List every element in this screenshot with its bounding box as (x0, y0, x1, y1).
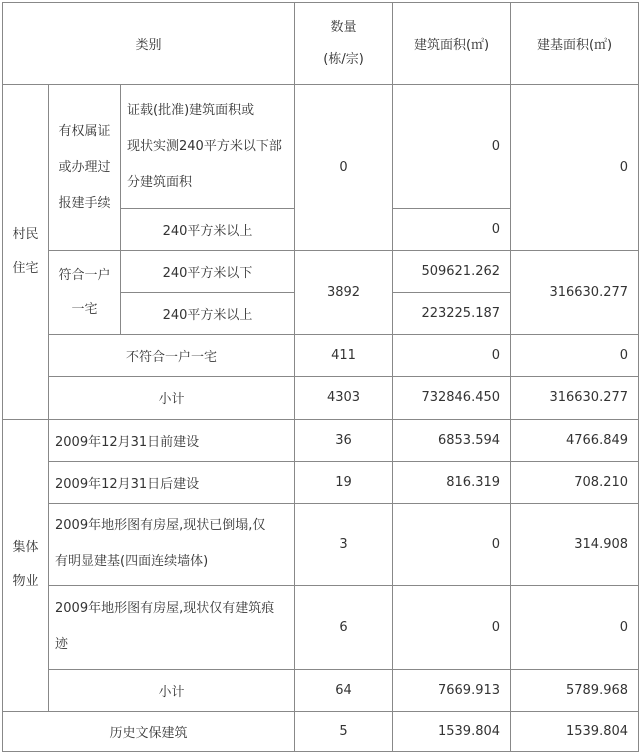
desc-line: 迹 (55, 637, 69, 653)
heritage-count: 5 (295, 711, 393, 751)
header-row (3, 3, 639, 85)
villager-subtotal-count: 4303 (295, 377, 393, 419)
certified-label-line: 报建手续 (58, 195, 111, 211)
certified-base-area: 0 (511, 85, 639, 251)
collective-desc-4 (49, 585, 295, 669)
collective-count-4: 6 (295, 585, 393, 669)
villager-label-line2: 住宅 (12, 260, 39, 276)
collective-label-line1: 集体 (12, 540, 39, 556)
collective-building-area-3: 0 (393, 503, 511, 585)
collective-subtotal-count: 64 (295, 669, 393, 711)
collective-subtotal-base-area: 5789.968 (511, 669, 639, 711)
non-conforming-count: 411 (295, 335, 393, 377)
desc-line: 现状实测240平方米以下部 (127, 138, 282, 154)
villager-subtotal-desc: 小计 (49, 377, 295, 419)
one-house-label-line: 一宅 (71, 301, 98, 317)
desc-line: 分建筑面积 (127, 174, 193, 190)
header-base-area: 建基面积(㎡) (511, 3, 639, 85)
collective-subtotal-building-area: 7669.913 (393, 669, 511, 711)
villager-label-line1: 村民 (12, 226, 39, 242)
collective-building-area-1: 6853.594 (393, 419, 511, 461)
collective-base-area-4: 0 (511, 585, 639, 669)
statistics-table (2, 2, 639, 752)
desc-line: 证载(批准)建筑面积或 (127, 102, 255, 118)
one-house-desc-1: 240平方米以下 (121, 251, 295, 293)
villager-group-label (3, 85, 49, 419)
certified-building-area-1: 0 (393, 85, 511, 209)
table-row (3, 461, 639, 503)
collective-base-area-2: 708.210 (511, 461, 639, 503)
desc-line: 2009年地形图有房屋,现状已倒塌,仅 (55, 518, 266, 534)
table-row (3, 335, 639, 377)
collective-group-label (3, 419, 49, 711)
desc-line: 2009年地形图有房屋,现状仅有建筑痕 (55, 601, 275, 617)
one-house-building-area-2: 223225.187 (393, 293, 511, 335)
one-house-base-area: 316630.277 (511, 251, 639, 335)
table-row (3, 85, 639, 209)
villager-subtotal-base-area: 316630.277 (511, 377, 639, 419)
non-conforming-desc: 不符合一户一宅 (49, 335, 295, 377)
desc-line: 有明显建基(四面连续墙体) (55, 554, 209, 570)
collective-count-1: 36 (295, 419, 393, 461)
one-house-building-area-1: 509621.262 (393, 251, 511, 293)
one-house-desc-2: 240平方米以上 (121, 293, 295, 335)
collective-label-line2: 物业 (12, 574, 39, 590)
header-count (295, 3, 393, 85)
table-row (3, 711, 639, 751)
header-count-line1: 数量 (330, 19, 357, 35)
certified-desc-1 (121, 85, 295, 209)
table-row (3, 377, 639, 419)
certified-label-line: 有权属证 (58, 123, 111, 139)
table-row (3, 503, 639, 585)
header-building-area: 建筑面积(㎡) (393, 3, 511, 85)
villager-subtotal-building-area: 732846.450 (393, 377, 511, 419)
collective-desc-1: 2009年12月31日前建设 (49, 419, 295, 461)
heritage-desc: 历史文保建筑 (3, 711, 295, 751)
collective-count-2: 19 (295, 461, 393, 503)
certified-label-line: 或办理过 (58, 159, 111, 175)
collective-building-area-2: 816.319 (393, 461, 511, 503)
collective-desc-3 (49, 503, 295, 585)
collective-count-3: 3 (295, 503, 393, 585)
collective-subtotal-desc: 小计 (49, 669, 295, 711)
collective-base-area-3: 314.908 (511, 503, 639, 585)
non-conforming-building-area: 0 (393, 335, 511, 377)
collective-building-area-4: 0 (393, 585, 511, 669)
table-row (3, 419, 639, 461)
collective-base-area-1: 4766.849 (511, 419, 639, 461)
non-conforming-base-area: 0 (511, 335, 639, 377)
header-count-line2: (栋/宗) (323, 51, 364, 67)
table-row (3, 585, 639, 669)
table-row (3, 669, 639, 711)
one-house-count: 3892 (295, 251, 393, 335)
header-category: 类别 (3, 3, 295, 85)
collective-desc-2: 2009年12月31日后建设 (49, 461, 295, 503)
heritage-building-area: 1539.804 (393, 711, 511, 751)
certified-count: 0 (295, 85, 393, 251)
certified-building-area-2: 0 (393, 209, 511, 251)
one-house-label-line: 符合一户 (58, 267, 111, 283)
one-house-label (49, 251, 121, 335)
certified-label (49, 85, 121, 251)
heritage-base-area: 1539.804 (511, 711, 639, 751)
certified-desc-2: 240平方米以上 (121, 209, 295, 251)
table-row (3, 251, 639, 293)
